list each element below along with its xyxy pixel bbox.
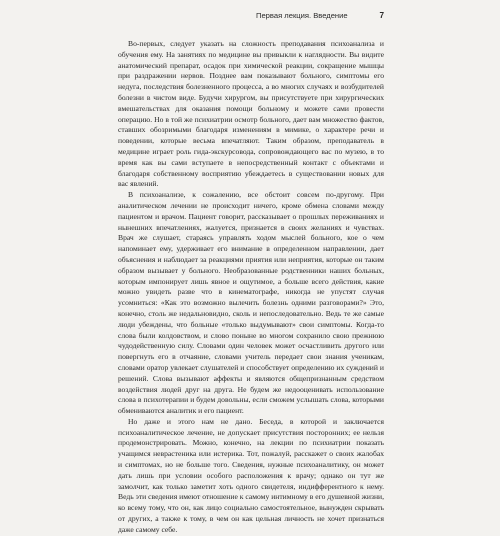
- paragraph: В психоанализе, к сожалению, все обстоит совсем по-другому. При аналитическом лечении не происходит ничего, кроме обмена словами между пациентом и врачом. Пациент говорит, рассказывает о прошлых переживаниях и нынешних впечатлениях, жалуется, признается в своих желаниях и чувствах. Врач же слушает, стараясь управлять ходом мыслей больного, кое о чем напоминает ему, удерживает его внимание в определенном направлении, дает объяснения и наблюдает за реакциями приятия или неприятия, которые он таким образом вызывает у больного. Необразованные родственники наших больных, которым импонирует лишь явное и ощутимое, а больше всего действия, какие можно увидеть разве что в кинематографе, никогда не упустят случая усомниться: «Как это возможно вылечить болезнь одними разговорами?» Это, конечно, столь же недальновидно, сколь и непоследовательно. Ведь те же самые люди убеждены, что больные «только выдумывают» свои симптомы. Когда-то слова были колдовством, и слово поныне во многом сохранило свою прежнюю чудодейственную силу. Словами один человек может осчастливить другого или повергнуть его в отчаяние, словами учитель передает свои знания ученикам, словами оратор увлекает слушателей и способствует определению их суждений и решений. Слова вызывают аффекты и являются общепризнанным средством воздействия людей друг на друга. Не будем же недооценивать использование слова в психотерапии и будем довольны, если сможем услышать слова, которыми обмениваются аналитик и его пациент.: [118, 190, 384, 416]
- paragraph: Но даже и этого нам не дано. Беседа, в которой и заключается психоаналитическое лечение, не допускает присутствия посторонних; ее нельзя продемонстрировать. Можно, конечно, на лекции по психиатрии показать учащимся неврастеника или истерика. Тот, пожалуй, расскажет о своих жалобах и симптомах, но не больше того. Сведения, нужные психоаналитику, он может дать лишь при условии особого расположения к врачу; однако он тут же замолчит, как только заметит хоть одного свидетеля, индифферентного к нему. Ведь эти сведения имеют отношение к самому интимному в его душевной жизни, ко всему тому, что он, как лицо социально самостоятельное, вынужден скрывать от других, а также к тому, в чем он как цельная личность не хочет признаться даже самому себе.: [118, 416, 384, 534]
- page-number: 7: [379, 11, 384, 20]
- paragraph: Во-первых, следует указать на сложность преподавания психоанализа и обучения ему. На занятиях по медицине вы привыкли к наглядности. Вы видите анатомический препарат, осадок при химической реакции, сокращение мышцы при раздражении нервов. Позднее вам показывают больного, симптомы его недуга, последствия болезненного процесса, а во многих случаях и возбудителей болезни в чистом виде. Будучи хирургом, вы присутствуете при хирургических вмешательствах для оказания помощи больному и можете сами провести операцию. Но в той же психиатрии осмотр больного, дает вам множество фактов, ставших обозримыми благодаря изменениям в мимике, о характере речи и поведении, которые весьма впечатляют. Таким образом, преподаватель в медицине играет роль гида-экскурсовода, сопровождающего вас по музею, в то время как вы сами вступаете в непосредственный контакт с объектами и благодаря собственному восприятию убеждаетесь в существовании новых для вас явлений.: [118, 39, 384, 189]
- body-text: [118, 39, 384, 536]
- page-header: [118, 10, 384, 22]
- running-title: Первая лекция. Введение: [256, 11, 348, 20]
